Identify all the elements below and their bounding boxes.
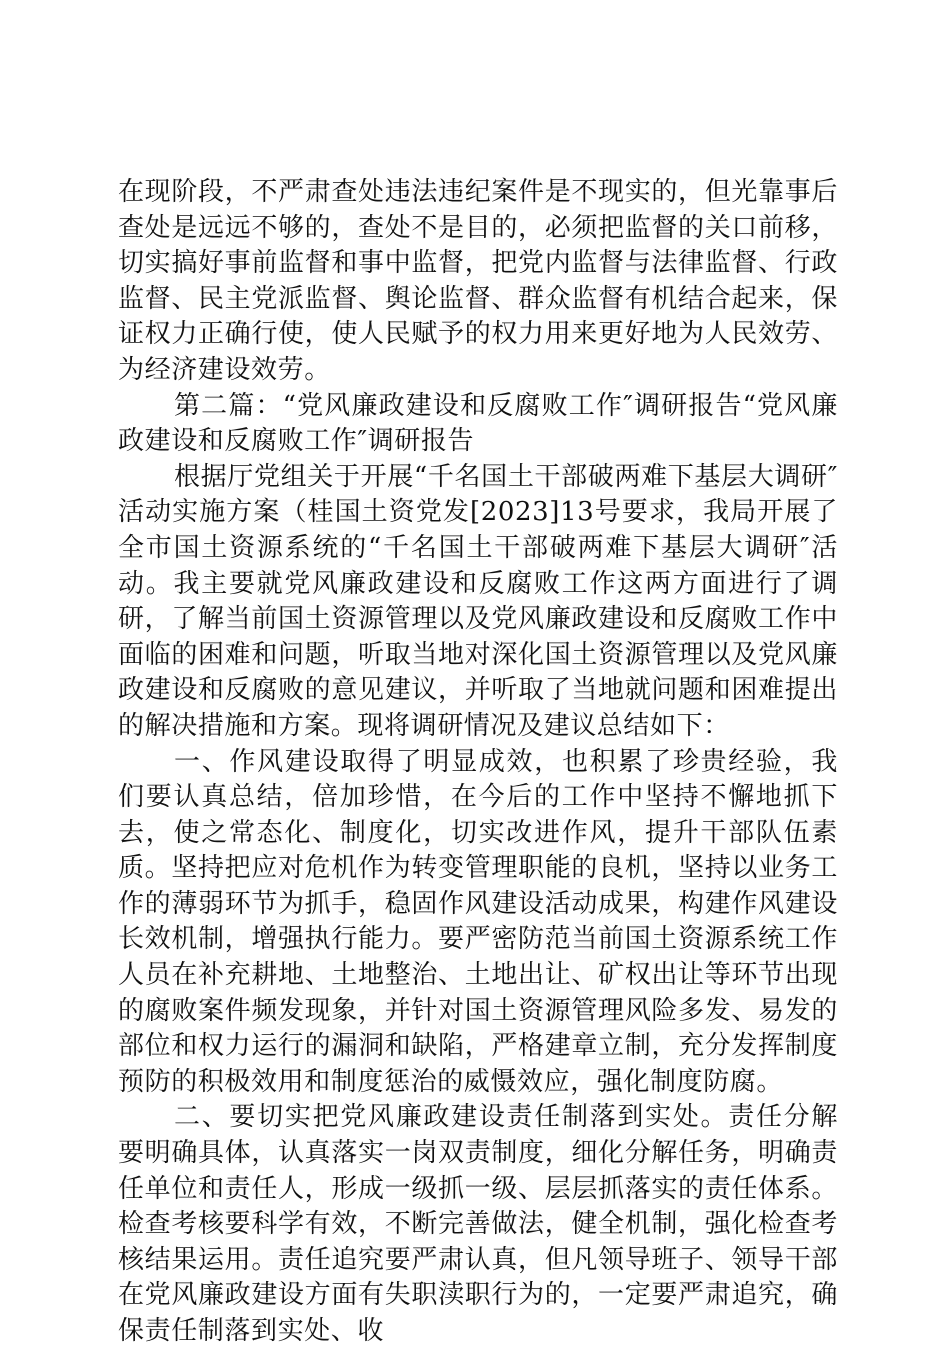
document-body <box>118 175 838 1350</box>
paragraph-5: 二、要切实把党风廉政建设责任制落到实处。责任分解要明确具体，认真落实一岗双责制度，细化分解任务，明确责任单位和责任人，形成一级抓一级、层层抓落实的责任体系。检查考核要科学有效，不断完善做法，健全机制，强化检查考核结果运用。责任追究要严肃认真，但凡领导班子、领导干部在党风廉政建设方面有失职渎职行为的，一定要严肃追究，确保责任制落到实处、收 <box>118 1102 838 1346</box>
paragraph-2-section-heading: 第二篇：“党风廉政建设和反腐败工作″调研报告“党风廉政建设和反腐败工作″调研报告 <box>118 390 838 457</box>
paragraph-1: 在现阶段，不严肃查处违法违纪案件是不现实的，但光靠事后查处是远远不够的，查处不是目的，必须把监督的关口前移，切实搞好事前监督和事中监督，把党内监督与法律监督、行政监督、民主党派监督、舆论监督、群众监督有机结合起来，保证权力正确行使，使人民赋予的权力用来更好地为人民效劳、为经济建设效劳。 <box>118 177 838 385</box>
paragraph-3: 根据厅党组关于开展“千名国土干部破两难下基层大调研″活动实施方案（桂国土资党发[2023]13号要求，我局开展了全市国土资源系统的“千名国土干部破两难下基层大调研″活动。我主要就党风廉政建设和反腐败工作这两方面进行了调研，了解当前国土资源管理以及党风廉政建设和反腐败工作中面临的困难和问题，听取当地对深化国土资源管理以及党风廉政建设和反腐败的意见建议，并听取了当地就问题和困难提出的解决措施和方案。现将调研情况及建议总结如下： <box>118 461 838 741</box>
paragraph-4: 一、作风建设取得了明显成效，也积累了珍贵经验，我们要认真总结，倍加珍惜，在今后的工作中坚持不懈地抓下去，使之常态化、制度化，切实改进作风，提升干部队伍素质。坚持把应对危机作为转变管理职能的良机，坚持以业务工作的薄弱环节为抓手，稳固作风建设活动成果，构建作风建设长效机制，增强执行能力。要严密防范当前国土资源系统工作人员在补充耕地、土地整治、土地出让、矿权出让等环节出现的腐败案件频发现象，并针对国土资源管理风险多发、易发的部位和权力运行的漏洞和缺陷，严格建章立制，充分发挥制度预防的积极效用和制度惩治的威慑效应，强化制度防腐。 <box>118 746 838 1097</box>
